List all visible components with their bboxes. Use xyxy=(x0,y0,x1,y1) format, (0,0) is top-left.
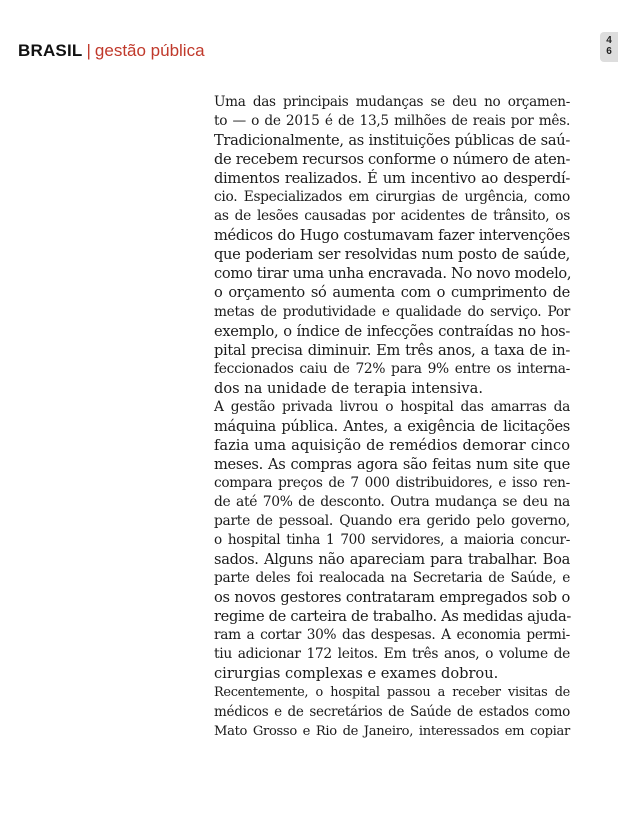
text-line: regime de carteira de trabalho. As medidas ajuda- xyxy=(214,608,571,626)
text-line: to — o de 2015 é de 13,5 milhões de reais por mês. xyxy=(214,113,570,130)
text-line: Recentemente, o hospital passou a receber visitas de xyxy=(214,685,570,701)
text-line: fazia uma aquisição de remédios demorar cinco xyxy=(214,436,570,454)
article-paragraph xyxy=(204,683,570,740)
section-separator: | xyxy=(86,41,91,60)
article-paragraph xyxy=(204,398,570,684)
text-line: de até 70% de desconto. Outra mudança se deu na xyxy=(214,493,570,510)
text-line: compara preços de 7 000 distribuidores, e isso ren- xyxy=(214,474,570,491)
text-line: dimentos realizados. É um incentivo ao desperdí- xyxy=(214,170,570,188)
page-number-top: 4 xyxy=(606,35,612,46)
text-line: parte de pessoal. Quando era gerido pelo governo, xyxy=(214,513,570,530)
text-line: os novos gestores contrataram empregados sob o xyxy=(214,589,570,607)
text-line: tiu adicionar 172 leitos. Em três anos, o volume de xyxy=(214,646,570,663)
text-line: que poderiam ser resolvidas num posto de saúde, xyxy=(214,246,570,264)
text-line: máquina pública. Antes, a exigência de licitações xyxy=(214,417,570,435)
text-line: exemplo, o índice de infecções contraídas no hos- xyxy=(214,322,570,340)
section-title: BRASIL xyxy=(18,41,83,60)
subsection-title: gestão pública xyxy=(94,41,205,60)
section-header xyxy=(18,41,205,61)
text-line: metas de produtividade e qualidade do serviço. Por xyxy=(214,303,570,320)
text-line: Tradicionalmente, as instituições públicas de saú- xyxy=(214,132,570,150)
text-line: Uma das principais mudanças se deu no orçamen- xyxy=(214,94,570,110)
page-number-bottom: 6 xyxy=(606,46,612,57)
text-line: parte deles foi realocada na Secretaria de Saúde, e xyxy=(214,570,570,587)
text-line: Mato Grosso e Rio de Janeiro, interessados em copiar xyxy=(214,723,570,739)
text-line: o orçamento só aumenta com o cumprimento de xyxy=(214,284,570,302)
text-line: o hospital tinha 1 700 servidores, a maioria concur- xyxy=(214,532,570,549)
page-number-badge xyxy=(600,32,618,62)
article-paragraph xyxy=(204,93,570,398)
article-body xyxy=(204,93,570,741)
text-line: as de lesões causadas por acidentes de trânsito, os xyxy=(214,208,570,225)
text-line: pital precisa diminuir. Em três anos, a taxa de in- xyxy=(214,341,570,359)
text-line: médicos do Hugo costumavam fazer intervenções xyxy=(214,227,570,245)
text-line: médicos e de secretários de Saúde de estados como xyxy=(214,703,570,720)
text-line: como tirar uma unha encravada. No novo modelo, xyxy=(214,265,572,283)
text-line: cio. Especializados em cirurgias de urgência, como xyxy=(214,189,570,206)
text-line: cirurgias complexas e exames dobrou. xyxy=(214,665,499,683)
text-line: dos na unidade de terapia intensiva. xyxy=(214,379,483,397)
text-line: sados. Alguns não apareciam para trabalhar. Boa xyxy=(214,551,570,569)
text-line: ram a cortar 30% das despesas. A economia permi- xyxy=(214,627,570,644)
text-line: A gestão privada livrou o hospital das amarras da xyxy=(214,398,570,415)
text-line: meses. As compras agora são feitas num site que xyxy=(214,455,570,473)
text-line: de recebem recursos conforme o número de aten- xyxy=(214,151,571,169)
text-line: feccionados caiu de 72% para 9% entre os interna- xyxy=(214,360,570,377)
